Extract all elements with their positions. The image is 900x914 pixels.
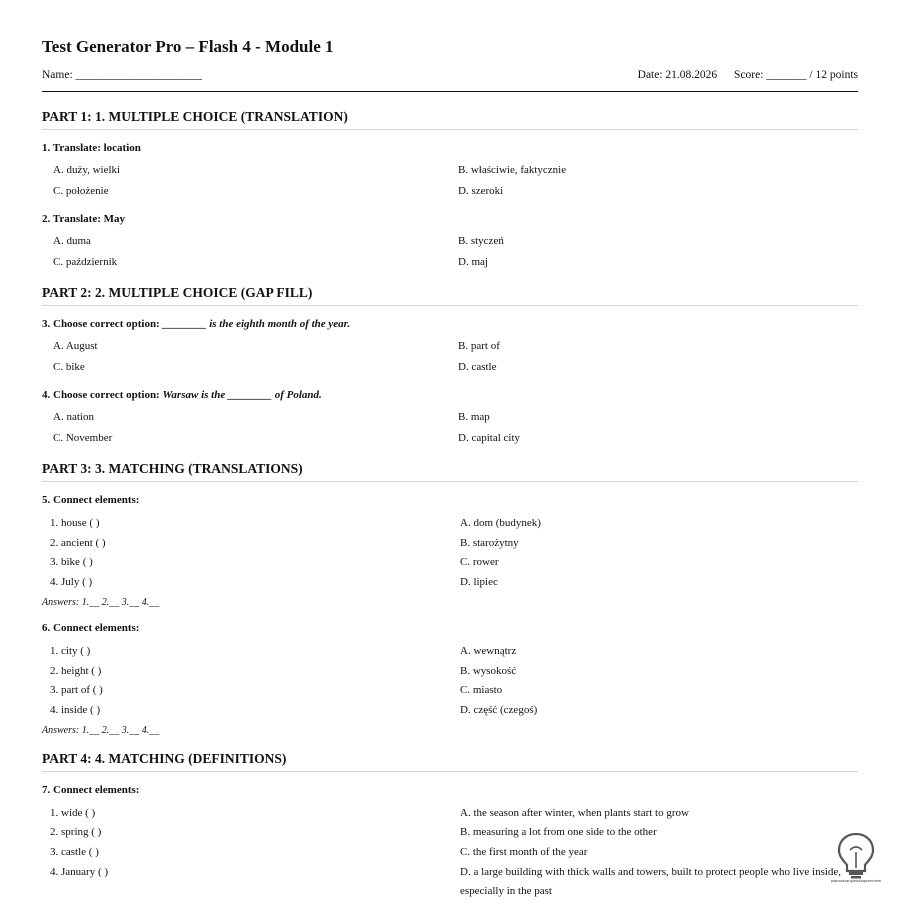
option-c[interactable]: C. bike bbox=[53, 360, 85, 373]
option-a[interactable]: A. duży, wielki bbox=[53, 164, 121, 176]
matching-grid bbox=[42, 804, 858, 903]
match-item[interactable]: 2. spring ( ) bbox=[50, 826, 102, 839]
section-title: PART 3: 3. MATCHING (TRANSLATIONS) bbox=[42, 460, 858, 482]
answer-options bbox=[42, 336, 858, 377]
match-target: D. lipiec bbox=[460, 576, 498, 589]
matching-right-column bbox=[460, 642, 858, 721]
option-b[interactable]: B. styczeń bbox=[458, 235, 504, 247]
logo-text: poprostuangielskiogrzechem bbox=[830, 879, 882, 883]
match-item[interactable]: 4. July ( ) bbox=[50, 576, 93, 589]
question-stem: 5. Connect elements: bbox=[42, 494, 140, 506]
question-stem: 6. Connect elements: bbox=[42, 621, 140, 634]
answers-line[interactable]: Answers: 1.__ 2.__ 3.__ 4.__ bbox=[42, 596, 160, 608]
score-label: Score: _______ / 12 points bbox=[734, 69, 858, 81]
match-target: C. rower bbox=[460, 556, 499, 569]
name-field: Name: ______________________ bbox=[42, 69, 203, 81]
section-title: PART 2: 2. MULTIPLE CHOICE (GAP FILL) bbox=[42, 284, 858, 306]
option-d[interactable]: D. maj bbox=[458, 255, 488, 268]
matching-grid bbox=[42, 514, 858, 593]
date-label: Date: 21.08.2026 bbox=[637, 69, 718, 81]
question-stem: 1. Translate: location bbox=[42, 142, 141, 154]
matching-left-column bbox=[42, 514, 460, 593]
match-target: A. wewnątrz bbox=[460, 644, 517, 657]
answer-options bbox=[42, 160, 858, 201]
match-target: C. the first month of the year bbox=[460, 846, 588, 859]
answers-line[interactable]: Answers: 1.__ 2.__ 3.__ 4.__ bbox=[42, 724, 160, 736]
question-5 bbox=[42, 493, 858, 610]
question-sentence: Warsaw is the ________ of Poland. bbox=[162, 389, 322, 401]
match-item[interactable]: 4. January ( ) bbox=[50, 865, 109, 878]
brand-logo bbox=[826, 830, 886, 886]
question-6 bbox=[42, 621, 858, 738]
section-part-2 bbox=[42, 284, 858, 448]
match-target: D. część (czegoś) bbox=[460, 703, 538, 716]
matching-grid bbox=[42, 642, 858, 721]
option-c[interactable]: C. November bbox=[53, 431, 113, 444]
question-sentence: ________ is the eighth month of the year. bbox=[162, 318, 351, 330]
option-d[interactable]: D. capital city bbox=[458, 431, 521, 444]
answer-options bbox=[42, 231, 858, 272]
match-item[interactable]: 2. ancient ( ) bbox=[50, 536, 106, 549]
question-7 bbox=[42, 783, 858, 903]
option-c[interactable]: C. położenie bbox=[53, 184, 109, 197]
lightbulb-icon bbox=[826, 830, 886, 886]
match-item[interactable]: 3. castle ( ) bbox=[50, 846, 99, 858]
option-a[interactable]: A. duma bbox=[53, 235, 91, 247]
header-divider bbox=[42, 91, 858, 92]
section-part-4 bbox=[42, 750, 858, 903]
question-1 bbox=[42, 141, 858, 201]
option-d[interactable]: D. szeroki bbox=[458, 184, 504, 197]
matching-right-column bbox=[460, 514, 858, 593]
option-b[interactable]: B. właściwie, faktycznie bbox=[458, 164, 567, 176]
option-a[interactable]: A. nation bbox=[53, 411, 94, 423]
match-target: D. a large building with thick walls and towers, built to protect people who live inside, especially in the past bbox=[460, 865, 842, 898]
match-target: A. the season after winter, when plants start to grow bbox=[460, 806, 689, 819]
matching-right-column bbox=[460, 804, 858, 903]
matching-left-column bbox=[42, 804, 460, 903]
match-item[interactable]: 3. bike ( ) bbox=[50, 556, 93, 569]
match-item[interactable]: 2. height ( ) bbox=[50, 664, 102, 677]
question-3 bbox=[42, 317, 858, 377]
option-b[interactable]: B. map bbox=[458, 411, 490, 423]
match-target: B. measuring a lot from one side to the other bbox=[460, 826, 657, 839]
match-target: B. wysokość bbox=[460, 664, 517, 677]
question-prefix: 4. Choose correct option: bbox=[42, 389, 163, 401]
question-stem: 2. Translate: May bbox=[42, 213, 125, 225]
match-target: A. dom (budynek) bbox=[460, 517, 541, 529]
option-b[interactable]: B. part of bbox=[458, 340, 500, 352]
match-target: C. miasto bbox=[460, 684, 503, 697]
page-title: Test Generator Pro – Flash 4 - Module 1 bbox=[42, 37, 334, 56]
match-item[interactable]: 1. house ( ) bbox=[50, 517, 100, 529]
question-2 bbox=[42, 212, 858, 272]
question-stem: 7. Connect elements: bbox=[42, 783, 140, 796]
question-4 bbox=[42, 388, 858, 448]
answer-options bbox=[42, 407, 858, 448]
question-stem bbox=[42, 388, 858, 403]
matching-left-column bbox=[42, 642, 460, 721]
option-d[interactable]: D. castle bbox=[458, 360, 497, 373]
match-target: B. starożytny bbox=[460, 536, 519, 549]
test-content bbox=[42, 108, 858, 914]
match-item[interactable]: 3. part of ( ) bbox=[50, 684, 103, 697]
option-c[interactable]: C. październik bbox=[53, 255, 118, 268]
section-part-1 bbox=[42, 108, 858, 272]
section-title: PART 4: 4. MATCHING (DEFINITIONS) bbox=[42, 750, 858, 772]
question-prefix: 3. Choose correct option: bbox=[42, 318, 163, 330]
match-item[interactable]: 1. city ( ) bbox=[50, 644, 91, 657]
match-item[interactable]: 4. inside ( ) bbox=[50, 703, 101, 716]
header-meta bbox=[624, 69, 858, 81]
section-title: PART 1: 1. MULTIPLE CHOICE (TRANSLATION) bbox=[42, 108, 858, 130]
question-stem bbox=[42, 317, 858, 332]
match-item[interactable]: 1. wide ( ) bbox=[50, 806, 96, 819]
section-part-3 bbox=[42, 460, 858, 738]
option-a[interactable]: A. August bbox=[53, 340, 98, 352]
